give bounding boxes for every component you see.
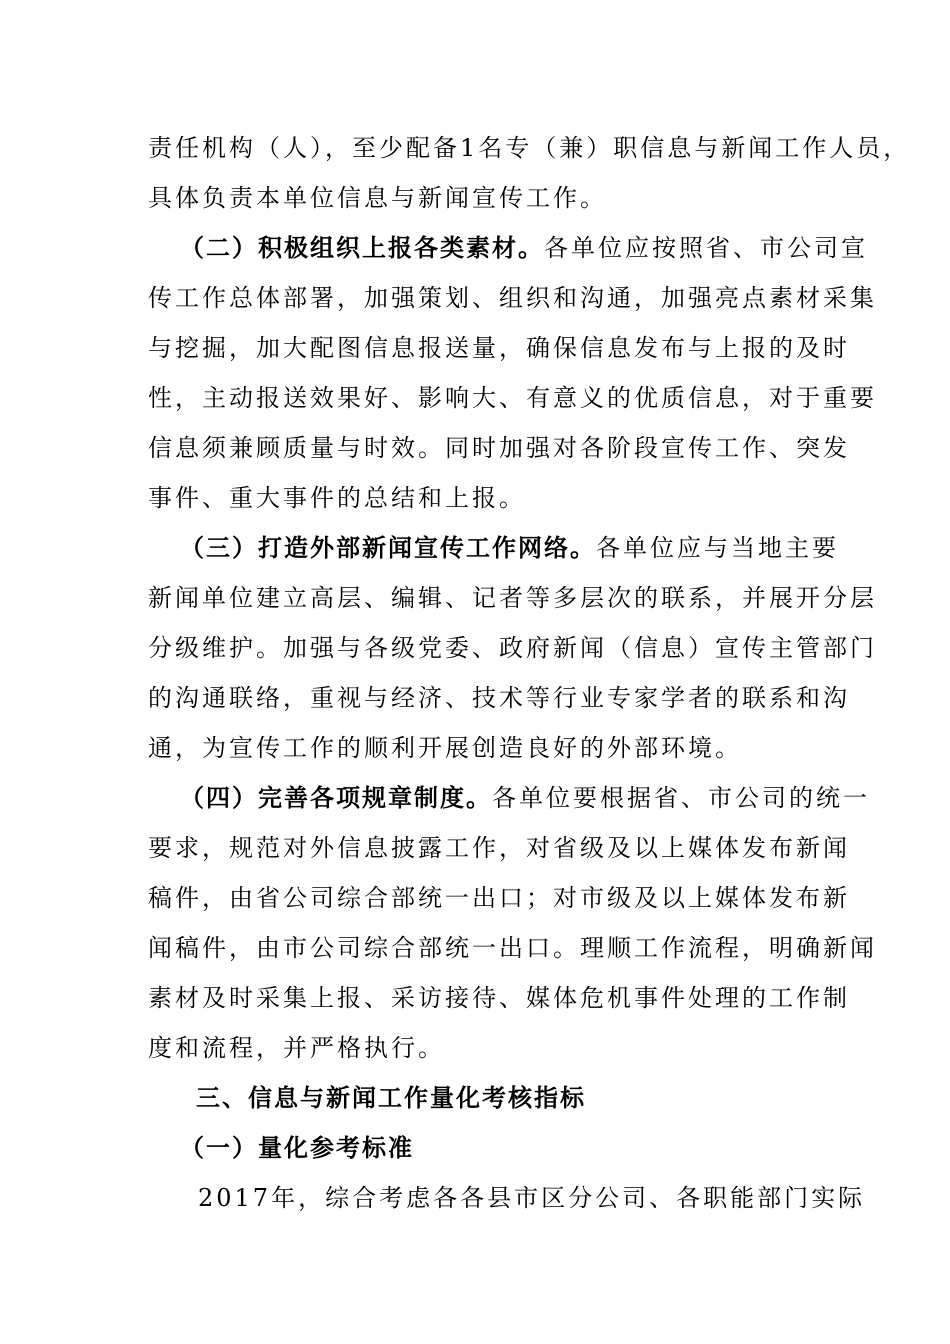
text: 2017年，综合考虑各各县市区分公司、各职能部门实际	[198, 1184, 866, 1212]
paragraph-heading: （三）打造外部新闻宣传工作网络。	[180, 534, 596, 562]
text: 性，主动报送效果好、影响大、有意义的优质信息，对于重要	[148, 384, 877, 412]
text: 事件、重大事件的总结和上报。	[148, 484, 526, 512]
text: 责任机构（人），至少配备1名专（兼）职信息与新闻工作人员，	[148, 134, 911, 162]
paragraph-heading: （二）积极组织上报各类素材。	[180, 234, 544, 262]
paragraph-line	[198, 1178, 866, 1218]
text: 具体负责本单位信息与新闻宣传工作。	[148, 184, 607, 212]
text: 各单位应与当地主要	[596, 534, 839, 562]
text: 传工作总体部署，加强策划、组织和沟通，加强亮点素材采集	[148, 284, 877, 312]
paragraph-heading: （四）完善各项规章制度。	[180, 784, 492, 812]
paragraph-line	[148, 328, 850, 368]
text: 分级维护。加强与各级党委、政府新闻（信息）宣传主管部门	[148, 634, 877, 662]
paragraph-line	[148, 878, 850, 918]
paragraph-line	[148, 578, 877, 618]
text: 要求，规范对外信息披露工作，对省级及以上媒体发布新闻	[148, 834, 850, 862]
paragraph-line	[148, 478, 808, 518]
paragraph-line	[148, 128, 911, 168]
paragraph-line	[148, 628, 877, 668]
paragraph-line	[148, 828, 850, 868]
text: 闻稿件，由市公司综合部统一出口。理顺工作流程，明确新闻	[148, 934, 877, 962]
subsection-title: （一）量化参考标准	[180, 1134, 414, 1162]
paragraph-line	[148, 678, 850, 718]
paragraph-line	[148, 1028, 808, 1068]
paragraph-line	[148, 928, 877, 968]
paragraph-line	[148, 428, 850, 468]
text: 素材及时采集上报、采访接待、媒体危机事件处理的工作制	[148, 984, 850, 1012]
paragraph-line	[148, 278, 877, 318]
text: 通，为宣传工作的顺利开展创造良好的外部环境。	[148, 734, 742, 762]
paragraph-line	[148, 178, 808, 218]
text: 的沟通联络，重视与经济、技术等行业专家学者的联系和沟	[148, 684, 850, 712]
paragraph-line	[180, 528, 839, 568]
text: 稿件，由省公司综合部统一出口；对市级及以上媒体发布新	[148, 884, 850, 912]
paragraph-line	[180, 228, 868, 268]
paragraph-line	[180, 778, 870, 818]
text: 新闻单位建立高层、编辑、记者等多层次的联系，并展开分层	[148, 584, 877, 612]
paragraph-line	[148, 378, 877, 418]
text: 各单位应按照省、市公司宣	[544, 234, 868, 262]
text: 信息须兼顾质量与时效。同时加强对各阶段宣传工作、突发	[148, 434, 850, 462]
text: 度和流程，并严格执行。	[148, 1034, 445, 1062]
paragraph-line	[148, 978, 850, 1018]
section-title: 三、信息与新闻工作量化考核指标	[196, 1084, 586, 1112]
text: 各单位要根据省、市公司的统一	[492, 784, 870, 812]
text: 与挖掘，加大配图信息报送量，确保信息发布与上报的及时	[148, 334, 850, 362]
paragraph-line	[148, 728, 808, 768]
